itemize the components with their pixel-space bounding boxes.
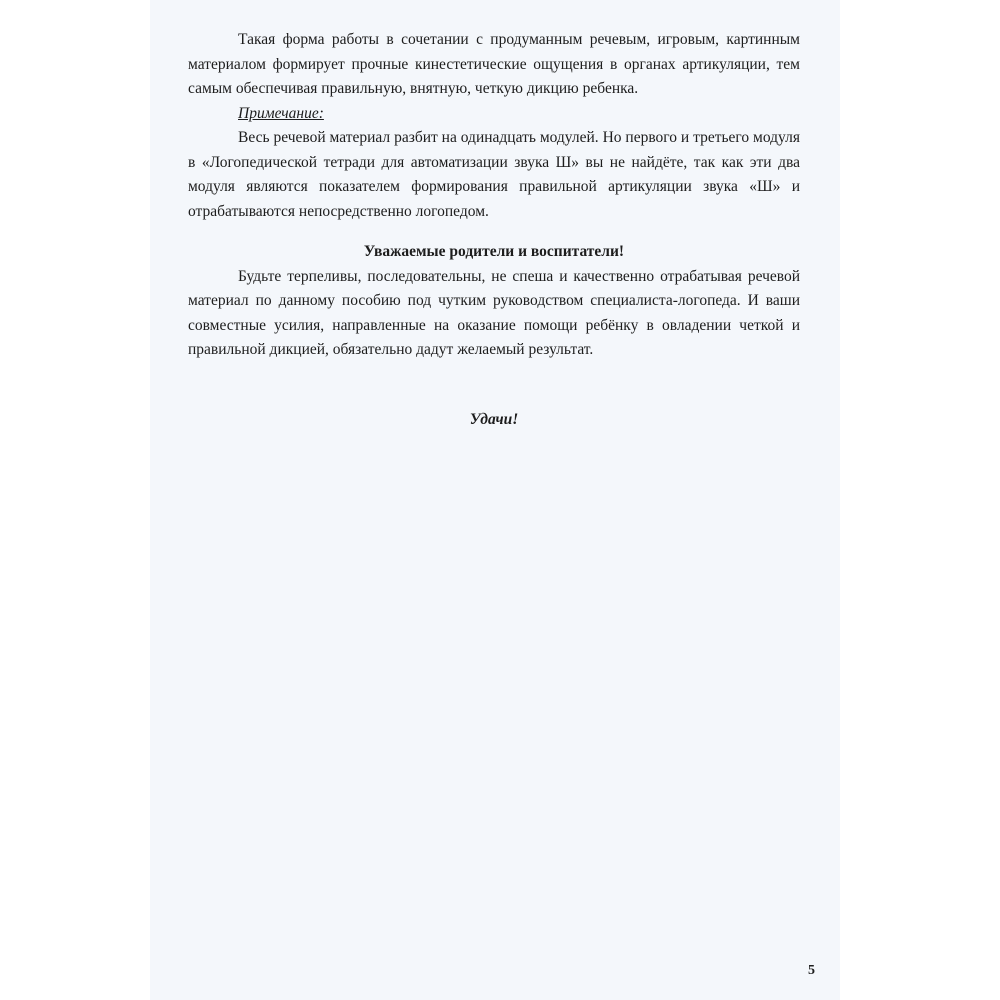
intro-paragraph: Такая форма работы в сочетании с продуманным речевым, игровым, картинным материалом формирует прочные кинестетические ощущения в органах артикуляции, тем самым обеспечивая правильную, внятную, четкую дикцию ребенка. [188, 31, 800, 97]
text-block-address [188, 240, 800, 363]
text-block-closing [188, 408, 800, 433]
address-heading: Уважаемые родители и воспитатели! [363, 243, 625, 260]
text-block-top [188, 28, 800, 224]
note-paragraph: Весь речевой материал разбит на одинадцать модулей. Но первого и третьего модуля в «Логопедической тетради для автоматизации звука Ш» вы не найдёте, так как эти два модуля являются показателем формирования правильной артикуляции звука «Ш» и отрабатываются непосредственно логопедом. [188, 129, 800, 220]
closing-text: Удачи! [469, 411, 519, 428]
note-label: Примечание: [238, 104, 324, 122]
page-number: 5 [808, 963, 815, 978]
address-paragraph: Будьте терпеливы, последовательны, не спеша и качественно отрабатывая речевой материал по данному пособию под чутким руководством специалиста-логопеда. И ваши совместные усилия, направленные на оказание помощи ребёнку в овладении четкой и правильной дикцией, обязательно дадут желаемый результат. [188, 267, 800, 358]
